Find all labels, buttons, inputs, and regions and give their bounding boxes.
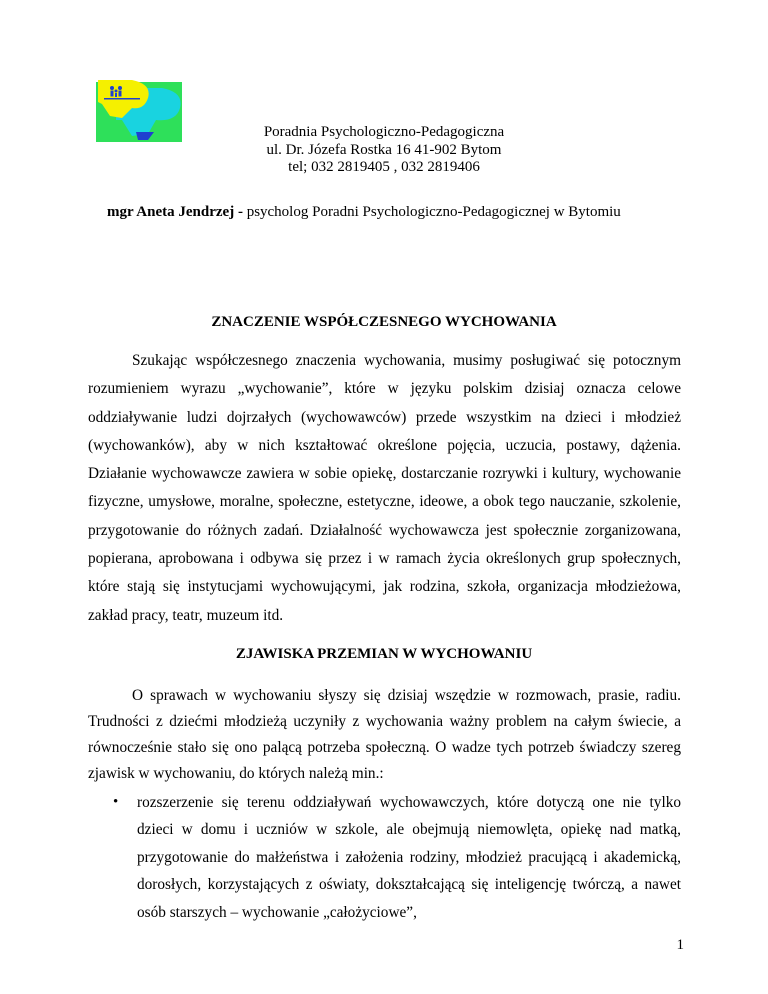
list-item: rozszerzenie się terenu oddziaływań wychowawczych, które dotyczą one nie tylko dzieci w domu i uczniów w szkole, ale obejmują niemowlęta, opiekę nad matką, przygotowanie do małżeństwa i założenia rodziny, młodzież pracującą i akademicką, dorosłych, korzystających z oświaty, dokształcającą się inteligencję twórczą, a nawet osób starszych – wychowanie „całożyciowe”, <box>137 794 681 921</box>
bullet-marker: • <box>113 794 119 810</box>
page-number: 1 <box>676 937 684 953</box>
author-line <box>107 204 621 221</box>
section-paragraph: Szukając współczesnego znaczenia wychowania, musimy posługiwać się potocznym rozumieniem wyrazu „wychowanie”, które w języku polskim dzisiaj oznacza celowe oddziaływanie ludzi dojrzałych (wychowawców) przede wszystkim na dzieci i młodzież (wychowanków), aby w nich kształtować określone pojęcia, uczucia, postawy, dążenia. Działanie wychowawcze zawiera w sobie opiekę, dostarczanie rozrywki i kultury, wychowanie fizyczne, umysłowe, moralne, społeczne, estetyczne, ideowe, a obok tego nauczanie, szkolenie, przygotowanie do różnych zadań. Działalność wychowawcza jest społecznie zorganizowana, popierana, aprobowana i odbywa się przez i w ramach życia określonych grup społecznych, które stają się instytucjami wychowującymi, jak rodzina, szkoła, organizacja młodzieżowa, zakład pracy, teatr, muzeum itd. <box>88 352 681 624</box>
org-name: Poradnia Psychologiczno-Pedagogiczna <box>263 124 505 140</box>
org-address: ul. Dr. Józefa Rostka 16 41-902 Bytom <box>266 141 502 158</box>
org-phone: tel; 032 2819405 , 032 2819406 <box>288 159 480 175</box>
author-name: mgr Aneta Jendrzej - <box>107 204 243 220</box>
author-role: psycholog Poradni Psychologiczno-Pedagogicznej w Bytomiu <box>242 204 621 220</box>
section-paragraph: O sprawach w wychowaniu słyszy się dzisiaj wszędzie w rozmowach, prasie, radiu. Trudności z dziećmi młodzieżą uczyniły z wychowania ważny problem na całym świecie, a równocześnie stało się ono palącą potrzeba społeczną. O wadze tych potrzeb świadczy szereg zjawisk w wychowaniu, do których należą min.: <box>88 687 681 782</box>
section-title: ZNACZENIE WSPÓŁCZESNEGO WYCHOWANIA <box>211 314 557 330</box>
section-title: ZJAWISKA PRZEMIAN W WYCHOWANIU <box>235 646 533 662</box>
letterhead <box>0 124 768 177</box>
